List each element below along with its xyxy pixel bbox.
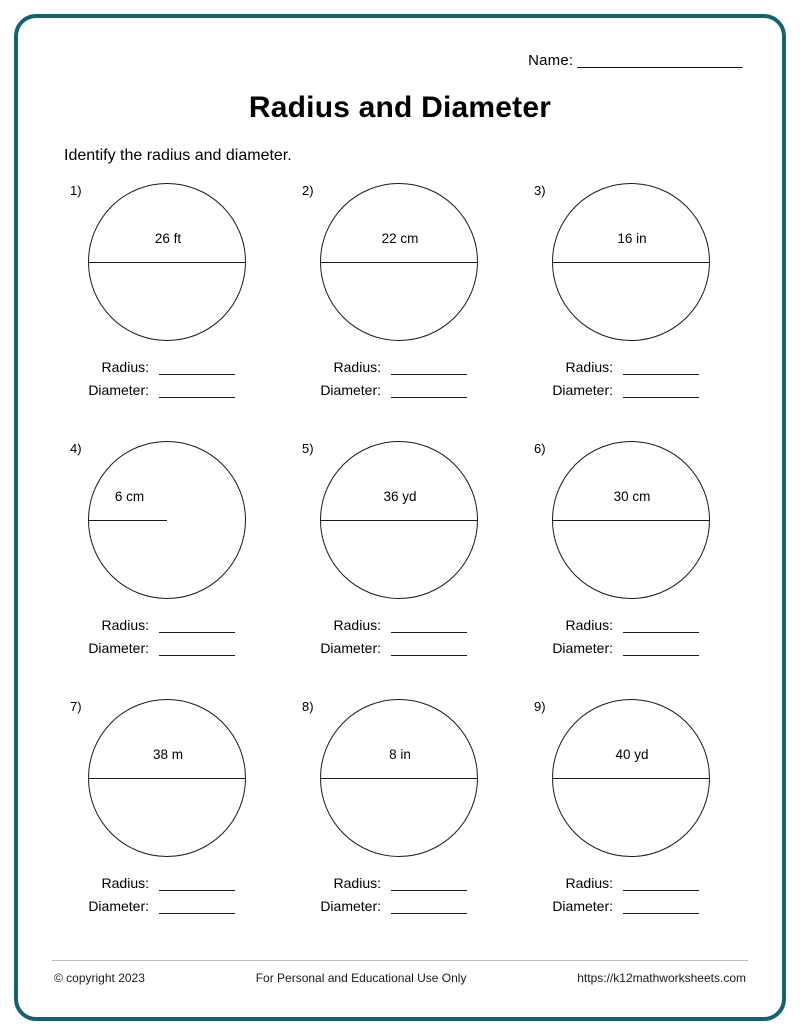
- circle-figure: [88, 441, 248, 601]
- radius-segment: [88, 520, 167, 521]
- instructions-text: Identify the radius and diameter.: [64, 147, 292, 164]
- diameter-answer-row: [83, 382, 253, 398]
- circle-figure: [320, 183, 480, 343]
- measure-label: 8 in: [389, 747, 411, 762]
- circle-figure: [320, 699, 480, 859]
- problem-item: [516, 177, 748, 431]
- worksheet-content: [14, 14, 786, 1021]
- radius-answer-blank[interactable]: [159, 877, 235, 891]
- diameter-label: Diameter:: [320, 898, 381, 914]
- diameter-answer-blank[interactable]: [159, 642, 235, 656]
- diameter-label: Diameter:: [88, 382, 149, 398]
- radius-answer-blank[interactable]: [159, 361, 235, 375]
- radius-answer-row: [83, 875, 253, 891]
- problem-item: [52, 177, 284, 431]
- diameter-segment: [88, 778, 246, 779]
- problem-number: 3): [534, 183, 546, 198]
- footer-divider: [52, 960, 748, 961]
- diameter-segment: [320, 262, 478, 263]
- measure-label: 6 cm: [114, 489, 145, 504]
- diameter-answer-blank[interactable]: [159, 384, 235, 398]
- measure-label: 30 cm: [613, 489, 651, 504]
- radius-answer-row: [315, 359, 485, 375]
- radius-label: Radius:: [565, 875, 613, 891]
- diameter-segment: [552, 778, 710, 779]
- measure-label: 26 ft: [154, 231, 182, 246]
- radius-answer-blank[interactable]: [391, 361, 467, 375]
- diameter-answer-blank[interactable]: [623, 642, 699, 656]
- diameter-segment: [552, 520, 710, 521]
- diameter-answer-row: [315, 898, 485, 914]
- diameter-label: Diameter:: [320, 640, 381, 656]
- diameter-answer-row: [315, 640, 485, 656]
- radius-label: Radius:: [101, 617, 149, 633]
- diameter-segment: [320, 778, 478, 779]
- measure-label: 38 m: [152, 747, 183, 762]
- name-blank-line[interactable]: _____________________: [577, 52, 742, 69]
- problem-number: 2): [302, 183, 314, 198]
- diameter-answer-blank[interactable]: [391, 384, 467, 398]
- problem-number: 4): [70, 441, 82, 456]
- diameter-segment: [320, 520, 478, 521]
- diameter-answer-row: [83, 898, 253, 914]
- answer-block: [52, 875, 284, 914]
- answer-block: [284, 875, 516, 914]
- radius-answer-row: [315, 875, 485, 891]
- answer-block: [516, 359, 748, 398]
- radius-answer-blank[interactable]: [623, 619, 699, 633]
- radius-label: Radius:: [333, 875, 381, 891]
- diameter-label: Diameter:: [552, 382, 613, 398]
- problem-number: 8): [302, 699, 314, 714]
- diameter-answer-row: [547, 898, 717, 914]
- radius-label: Radius:: [565, 359, 613, 375]
- diameter-answer-blank[interactable]: [391, 642, 467, 656]
- diameter-answer-row: [547, 640, 717, 656]
- measure-label: 22 cm: [381, 231, 419, 246]
- circle-figure: [552, 441, 712, 601]
- radius-label: Radius:: [565, 617, 613, 633]
- answer-block: [284, 617, 516, 656]
- problems-grid: [52, 177, 748, 947]
- diameter-segment: [88, 262, 246, 263]
- circle-figure: [320, 441, 480, 601]
- name-label: Name:: [528, 52, 574, 69]
- diameter-answer-blank[interactable]: [623, 384, 699, 398]
- problem-number: 1): [70, 183, 82, 198]
- radius-label: Radius:: [333, 617, 381, 633]
- diameter-label: Diameter:: [552, 640, 613, 656]
- radius-answer-blank[interactable]: [623, 361, 699, 375]
- diameter-answer-row: [315, 382, 485, 398]
- circle-figure: [88, 183, 248, 343]
- radius-answer-blank[interactable]: [391, 877, 467, 891]
- radius-answer-row: [547, 359, 717, 375]
- answer-block: [284, 359, 516, 398]
- radius-answer-blank[interactable]: [391, 619, 467, 633]
- problem-item: [52, 435, 284, 689]
- radius-label: Radius:: [333, 359, 381, 375]
- diameter-label: Diameter:: [552, 898, 613, 914]
- diameter-label: Diameter:: [320, 382, 381, 398]
- answer-block: [516, 617, 748, 656]
- radius-answer-row: [547, 617, 717, 633]
- diameter-answer-row: [83, 640, 253, 656]
- measure-label: 40 yd: [615, 747, 649, 762]
- copyright-text: © copyright 2023: [54, 971, 145, 985]
- diameter-answer-blank[interactable]: [623, 900, 699, 914]
- problem-number: 6): [534, 441, 546, 456]
- page-title: Radius and Diameter: [248, 91, 552, 124]
- measure-label: 16 in: [617, 231, 647, 246]
- radius-answer-blank[interactable]: [623, 877, 699, 891]
- diameter-label: Diameter:: [88, 898, 149, 914]
- radius-answer-row: [315, 617, 485, 633]
- problem-item: [284, 435, 516, 689]
- radius-answer-row: [547, 875, 717, 891]
- circle-figure: [552, 183, 712, 343]
- radius-answer-row: [83, 359, 253, 375]
- answer-block: [516, 875, 748, 914]
- name-field-row: [52, 52, 748, 69]
- radius-answer-blank[interactable]: [159, 619, 235, 633]
- diameter-answer-blank[interactable]: [159, 900, 235, 914]
- diameter-answer-blank[interactable]: [391, 900, 467, 914]
- usage-text: For Personal and Educational Use Only: [255, 971, 467, 985]
- problem-item: [516, 693, 748, 947]
- problem-number: 5): [302, 441, 314, 456]
- problem-item: [52, 693, 284, 947]
- answer-block: [52, 617, 284, 656]
- problem-item: [516, 435, 748, 689]
- circle-figure: [552, 699, 712, 859]
- problem-number: 7): [70, 699, 82, 714]
- page-footer: [54, 971, 746, 985]
- diameter-segment: [552, 262, 710, 263]
- radius-answer-row: [83, 617, 253, 633]
- problem-item: [284, 693, 516, 947]
- diameter-label: Diameter:: [88, 640, 149, 656]
- footer-url[interactable]: https://k12mathworksheets.com: [577, 971, 746, 985]
- answer-block: [52, 359, 284, 398]
- radius-label: Radius:: [101, 359, 149, 375]
- problem-number: 9): [534, 699, 546, 714]
- diameter-answer-row: [547, 382, 717, 398]
- circle-figure: [88, 699, 248, 859]
- problem-item: [284, 177, 516, 431]
- measure-label: 36 yd: [383, 489, 417, 504]
- radius-label: Radius:: [101, 875, 149, 891]
